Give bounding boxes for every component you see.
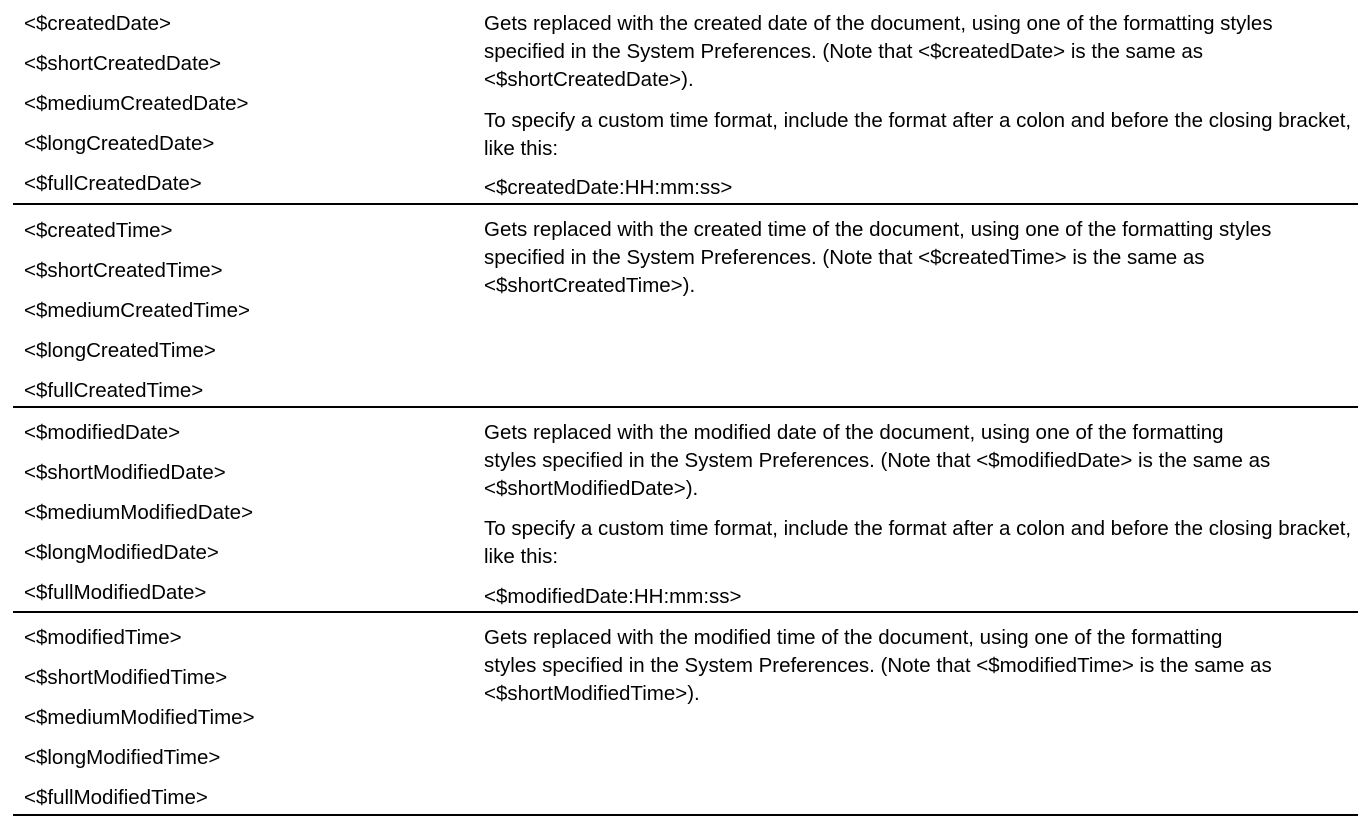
variable-name: <$mediumModifiedDate> (24, 501, 254, 524)
custom-format-note: To specify a custom time format, include the format after a colon and before the closing bracket, like this: (484, 109, 1352, 160)
variable-name: <$longModifiedDate> (24, 541, 219, 564)
variable-name: <$modifiedDate> (24, 421, 181, 444)
variable-name: <$longModifiedTime> (24, 746, 221, 769)
variable-name: <$fullCreatedDate> (24, 172, 202, 195)
variable-name: <$fullModifiedTime> (24, 786, 208, 809)
description-text: Gets replaced with the modified time of the document, using one of the formatting styles specified in the System Preferences. (Note that <$modifiedTime> is the same as <$shortModifiedTime>). (484, 626, 1272, 705)
variable-name: <$shortModifiedDate> (24, 461, 226, 484)
table-row-created-date (13, 0, 1358, 205)
table-row-modified-date (13, 408, 1358, 613)
variable-name: <$fullCreatedTime> (24, 379, 204, 402)
variable-name: <$fullModifiedDate> (24, 581, 207, 604)
variable-name: <$longCreatedTime> (24, 339, 216, 362)
format-example: <$modifiedDate:HH:mm:ss> (484, 585, 742, 608)
variable-name: <$shortCreatedDate> (24, 52, 222, 75)
variable-name: <$mediumModifiedTime> (24, 706, 255, 729)
variable-name: <$shortCreatedTime> (24, 259, 223, 282)
description-text: Gets replaced with the modified date of the document, using one of the formatting styles specified in the System Preferences. (Note that <$modifiedDate> is the same as <$shortModifiedDate>). (484, 421, 1271, 500)
variable-name: <$mediumCreatedTime> (24, 299, 250, 322)
description-text: Gets replaced with the created date of the document, using one of the formatting styles specified in the System Preferences. (Note that <$createdDate> is the same as <$shortCreatedDate>). (484, 12, 1273, 91)
variable-name: <$createdDate> (24, 12, 172, 35)
variable-name: <$modifiedTime> (24, 626, 182, 649)
variable-name: <$mediumCreatedDate> (24, 92, 249, 115)
format-example: <$createdDate:HH:mm:ss> (484, 176, 733, 199)
variable-name: <$shortModifiedTime> (24, 666, 228, 689)
description-text: Gets replaced with the created time of the document, using one of the formatting styles specified in the System Preferences. (Note that <$createdTime> is the same as <$shortCreatedTime>). (484, 218, 1272, 297)
variable-name: <$createdTime> (24, 219, 173, 242)
custom-format-note: To specify a custom time format, include the format after a colon and before the closing bracket, like this: (484, 517, 1352, 568)
table-row-created-time (13, 205, 1358, 408)
table-row-modified-time (13, 613, 1358, 816)
variable-name: <$longCreatedDate> (24, 132, 215, 155)
